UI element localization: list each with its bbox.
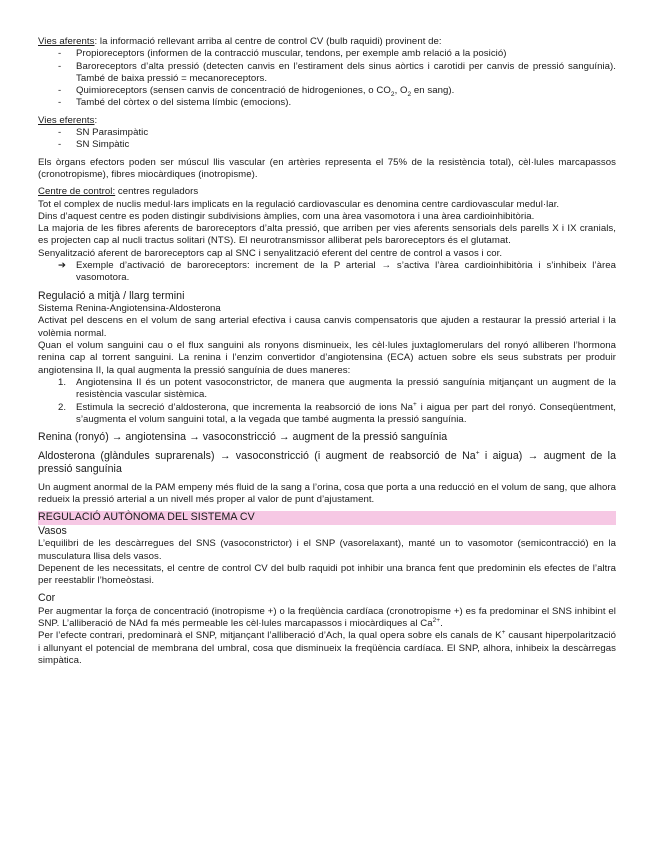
paragraph: Quan el volum sanguini cau o el flux sanguini als ronyons disminueix, les cèl·lules juxtaglomerulars del ronyó alliberen l’hormona renina cap al torrent sanguini. La renina i l’enzim convertidor d’angiotensina (ECA) actuen sobre els seus substrats per produir angiotensina II, la qual augmenta la pressió sanguínia de dues maneres: bbox=[38, 340, 616, 376]
list-item: 1. Angiotensina II és un potent vasoconstrictor, de manera que augmenta la pressió sanguínia mitjançant un augment de la resistència vascular sistèmica. bbox=[58, 376, 616, 401]
list-item: - Propioreceptors (informen de la contracció muscular, tendons, per exemple amb relació a la posició) bbox=[58, 48, 507, 60]
list-item: - Quimioreceptors (sensen canvis de concentració de hidrogeniones, o $CO_2$, $O_2$ en sang). bbox=[58, 85, 455, 99]
arrow-item: ➔ Exemple d’activació de baroreceptors: increment de la P arterial → s’activa l’àrea cardioinhibitòria i s’inhibeix l’àrea vasomotora. bbox=[38, 260, 616, 285]
list-item: - SN Parasimpàtic bbox=[58, 127, 149, 139]
vasos-title: Vasos bbox=[38, 524, 67, 537]
section-title: Regulació a mitjà / llarg termini bbox=[38, 289, 185, 302]
centre-control-heading: Centre de control: centres reguladors bbox=[38, 186, 199, 198]
paragraph: Depenent de les necessitats, el centre de control CV del bulb raquidi pot inhibir una branca fent que predominin els efectes de l’altra per reestablir l’homeòstasi. bbox=[38, 562, 616, 587]
cor-title: Cor bbox=[38, 592, 56, 605]
flow-renina: Renina (ronyó) → angiotensina → vasoconstricció → augment de la pressió sanguínia bbox=[38, 431, 448, 444]
list-item: 2. Estimula la secreció d’aldosterona, que incrementa la reabsorció de ions Na+ i aigua per part del ronyó. Conseqüentment, s’augmenta el volum sanguini total, a la vegada que també augmenta la pressió sanguínia. bbox=[58, 400, 616, 425]
section-subtitle: Sistema Renina-Angiotensina-Aldosterona bbox=[38, 303, 221, 315]
highlighted-heading: REGULACIÓ AUTÒNOMA DEL SISTEMA CV bbox=[38, 511, 616, 525]
paragraph: Un augment anormal de la PAM empeny més fluid de la sang a l’orina, cosa que porta a una reducció en el volum de sang, que alhora redueix la pressió arterial a un nivell més proper al valor de punt d’ajustament. bbox=[38, 481, 616, 505]
vies-aferents-title: Vies aferents bbox=[38, 36, 95, 47]
vies-eferents-title: Vies eferents bbox=[38, 114, 95, 126]
list-item: - Baroreceptors d’alta pressió (detecten canvis en l’estirament dels sinus aòrtics i carotidi per canvis de pressió sanguínia). També de baixa pressió = mecanoreceptors. bbox=[58, 60, 616, 84]
arrow-icon: ➔ bbox=[58, 260, 67, 272]
vies-aferents-intro: Vies aferents: la informació rellevant arriba al centre de control CV (bulb raquidi) provinent de: bbox=[38, 36, 442, 47]
vies-eferents-heading: Vies eferents: bbox=[38, 114, 98, 126]
paragraph: Per augmentar la força de concentració (inotropisme +) o la freqüència cardíaca (cronotropisme +) es fa predominar el SNS inhibint el SNP. L’alliberació de NAd fa més permeable les cèl·lules marcapassos i miocàrdiques al $Ca^{2+}$. bbox=[38, 605, 616, 630]
list-item: - També del còrtex o del sistema límbic (emocions). bbox=[58, 97, 292, 109]
paragraph: Activat pel descens en el volum de sang arterial efectiva i causa canvis compensatoris que ajuden a restaurar la pressió arterial i la volèmia normal. bbox=[38, 315, 616, 339]
flow-aldosterona: Aldosterona (glàndules suprarenals) → vasoconstricció (i augment de reabsorció de Na+ i aigua) → augment de la pressió sanguínia bbox=[38, 449, 617, 476]
document-page bbox=[38, 36, 616, 667]
paragraph: Dins d’aquest centre es poden distingir subdivisions àmplies, com una àrea vasomotora i una àrea cardioinhibitòria. bbox=[38, 210, 535, 222]
paragraph: La majoria de les fibres aferents de baroreceptors d’alta pressió, que arriben per vies aferents sensorials dels parells X i IX cranials, es projecten cap al nucli tractus solitari (NTS). El neurotransmissor alliberat pels baroreceptors és el glutamat. bbox=[38, 223, 616, 247]
paragraph: L’equilibri de les descàrregues del SNS (vasoconstrictor) i el SNP (vasorelaxant), manté un to vasomotor (semicontracció) en la musculatura llisa dels vasos. bbox=[38, 538, 616, 562]
paragraph: Senyalització aferent de baroreceptors cap al SNC i senyalització eferent del centre de control a vasos i cor. bbox=[38, 247, 503, 259]
paragraph: Per l’efecte contrari, predominarà el SNP, mitjançant l’alliberació d’Ach, la qual opera sobre els canals de K+ causant hiperpolarització i allunyant el potencial de membrana del umbral, cosa que disminueix la freqüència cardíaca. El SNP, alhora, inhibeix la descàrregas simpàtica. bbox=[38, 629, 616, 667]
paragraph: Tot el complex de nuclis medul·lars implicats en la regulació cardiovascular es denomina centre cardiovascular medul·lar. bbox=[38, 198, 560, 210]
list-item: - SN Simpàtic bbox=[58, 139, 130, 151]
vies-eferents-paragraph: Els òrgans efectors poden ser múscul llis vascular (en artèries representa el 75% de la resistència total), cèl·lules marcapassos (cronotropisme), fibres miocàrdiques (inotropisme). bbox=[38, 156, 616, 180]
